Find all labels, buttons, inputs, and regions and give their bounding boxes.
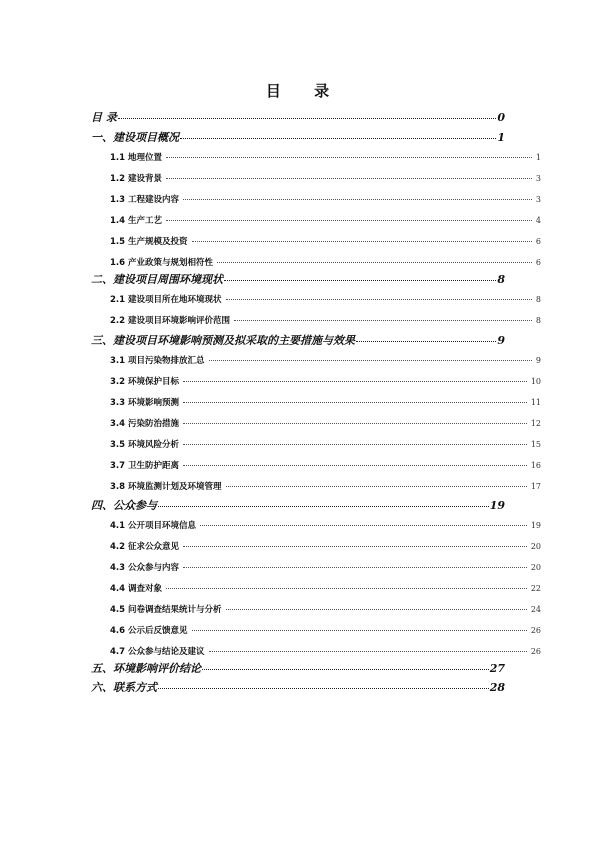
toc-entry-label: 一、建设项目概况 (91, 131, 179, 144)
toc-section-entry[interactable] (110, 151, 541, 165)
toc-entry-label: 4.4 调查对象 (110, 584, 163, 594)
toc-entry-label: 3.1 项目污染物排放汇总 (110, 356, 205, 366)
toc-entry-label: 四、公众参与 (91, 499, 157, 512)
toc-dot-leader (183, 438, 527, 445)
toc-section-entry[interactable] (110, 519, 541, 533)
toc-chapter-entry[interactable] (91, 498, 505, 514)
toc-page-number: 3 (535, 174, 541, 183)
toc-dot-leader (200, 519, 527, 526)
toc-dot-leader (180, 132, 496, 139)
toc-page-number: 8 (535, 316, 541, 325)
toc-page-number: 15 (530, 440, 541, 449)
toc-page-number: 12 (530, 419, 541, 428)
toc-chapter-entry[interactable] (91, 661, 505, 677)
toc-page-number: 8 (497, 273, 505, 286)
toc-section-entry[interactable] (110, 375, 541, 389)
toc-page-number: 19 (489, 499, 505, 512)
toc-section-entry[interactable] (110, 582, 541, 596)
toc-dot-leader (192, 235, 532, 242)
toc-section-entry[interactable] (110, 354, 541, 368)
toc-chapter-entry[interactable] (91, 333, 505, 349)
toc-dot-leader (118, 112, 497, 119)
toc-section-entry[interactable] (110, 540, 541, 554)
toc-dot-leader (234, 314, 532, 321)
toc-entry-label: 目 录 (91, 111, 117, 124)
toc-entry-label: 4.6 公示后反馈意见 (110, 626, 188, 636)
toc-dot-leader (192, 624, 527, 631)
toc-dot-leader (209, 354, 532, 361)
toc-page-number: 20 (530, 563, 541, 572)
toc-entry-label: 1.5 生产规模及投资 (110, 237, 188, 247)
toc-section-entry[interactable] (110, 396, 541, 410)
toc-dot-leader (226, 603, 527, 610)
toc-page-number: 1 (497, 131, 505, 144)
toc-entry-label: 3.4 污染防治措施 (110, 419, 180, 429)
toc-dot-leader (166, 172, 532, 179)
toc-page-number: 24 (530, 605, 541, 614)
toc-entry-label: 1.6 产业政策与规划相符性 (110, 258, 214, 268)
toc-section-entry[interactable] (110, 293, 541, 307)
toc-section-entry[interactable] (110, 459, 541, 473)
toc-chapter-entry[interactable] (91, 110, 505, 126)
toc-entry-label: 2.1 建设项目所在地环境现状 (110, 295, 222, 305)
toc-page-number: 9 (535, 356, 541, 365)
toc-entry-label: 五、环境影响评价结论 (91, 662, 201, 675)
toc-dot-leader (183, 396, 527, 403)
toc-page-number: 26 (530, 647, 541, 656)
toc-dot-leader (226, 293, 532, 300)
toc-entry-label: 六、联系方式 (91, 681, 157, 694)
toc-entry-label: 1.4 生产工艺 (110, 216, 163, 226)
toc-entry-label: 1.3 工程建设内容 (110, 195, 180, 205)
toc-page-number: 10 (530, 377, 541, 386)
toc-page-number: 19 (530, 521, 541, 530)
toc-page-number: 6 (535, 258, 541, 267)
toc-entry-label: 4.7 公众参与结论及建议 (110, 647, 205, 657)
toc-entry-label: 3.5 环境风险分析 (110, 440, 180, 450)
toc-dot-leader (183, 459, 527, 466)
toc-section-entry[interactable] (110, 235, 541, 249)
toc-dot-leader (166, 582, 527, 589)
toc-entry-label: 三、建设项目环境影响预测及拟采取的主要措施与效果 (91, 334, 355, 347)
toc-page-number: 17 (530, 482, 541, 491)
toc-page-number: 1 (535, 153, 541, 162)
toc-dot-leader (183, 417, 527, 424)
toc-entry-label: 1.2 建设背景 (110, 174, 163, 184)
toc-entry-label: 4.1 公开项目环境信息 (110, 521, 197, 531)
toc-section-entry[interactable] (110, 480, 541, 494)
toc-page-number: 22 (530, 584, 541, 593)
toc-chapter-entry[interactable] (91, 130, 505, 146)
toc-dot-leader (226, 480, 527, 487)
toc-page-number: 16 (530, 461, 541, 470)
toc-entry-label: 4.3 公众参与内容 (110, 563, 180, 573)
toc-section-entry[interactable] (110, 193, 541, 207)
toc-entry-label: 3.2 环境保护目标 (110, 377, 180, 387)
toc-page-number: 6 (535, 237, 541, 246)
toc-dot-leader (166, 214, 532, 221)
toc-dot-leader (158, 682, 489, 689)
toc-page-number: 27 (489, 662, 505, 675)
toc-page-number: 8 (535, 295, 541, 304)
toc-dot-leader (217, 256, 532, 263)
toc-page-number: 0 (497, 111, 505, 124)
toc-dot-leader (224, 274, 496, 281)
toc-section-entry[interactable] (110, 561, 541, 575)
toc-dot-leader (202, 663, 489, 670)
toc-page-number: 4 (535, 216, 541, 225)
page-title: 目 录 (265, 82, 344, 100)
toc-page-number: 11 (530, 398, 541, 407)
toc-section-entry[interactable] (110, 645, 541, 659)
toc-entry-label: 3.3 环境影响预测 (110, 398, 180, 408)
toc-section-entry[interactable] (110, 417, 541, 431)
toc-dot-leader (183, 561, 527, 568)
toc-page-number: 9 (497, 334, 505, 347)
toc-section-entry[interactable] (110, 214, 541, 228)
toc-section-entry[interactable] (110, 256, 541, 270)
toc-chapter-entry[interactable] (91, 272, 505, 288)
toc-section-entry[interactable] (110, 172, 541, 186)
toc-page-number: 20 (530, 542, 541, 551)
toc-dot-leader (183, 375, 527, 382)
toc-entry-label: 1.1 地理位置 (110, 153, 163, 163)
toc-dot-leader (158, 500, 489, 507)
toc-entry-label: 3.7 卫生防护距离 (110, 461, 180, 471)
toc-dot-leader (356, 335, 496, 342)
toc-section-entry[interactable] (110, 438, 541, 452)
toc-page-number: 28 (489, 681, 505, 694)
toc-dot-leader (209, 645, 527, 652)
toc-dot-leader (166, 151, 532, 158)
toc-section-entry[interactable] (110, 603, 541, 617)
toc-dot-leader (183, 193, 532, 200)
toc-chapter-entry[interactable] (91, 680, 505, 696)
toc-section-entry[interactable] (110, 624, 541, 638)
toc-page-number: 26 (530, 626, 541, 635)
toc-entry-label: 4.5 问卷调查结果统计与分析 (110, 605, 222, 615)
toc-entry-label: 3.8 环境监测计划及环境管理 (110, 482, 222, 492)
toc-entry-label: 二、建设项目周围环境现状 (91, 273, 223, 286)
toc-section-entry[interactable] (110, 314, 541, 328)
toc-entry-label: 2.2 建设项目环境影响评价范围 (110, 316, 231, 326)
toc-entry-label: 4.2 征求公众意见 (110, 542, 180, 552)
toc-page-number: 3 (535, 195, 541, 204)
toc-dot-leader (183, 540, 527, 547)
